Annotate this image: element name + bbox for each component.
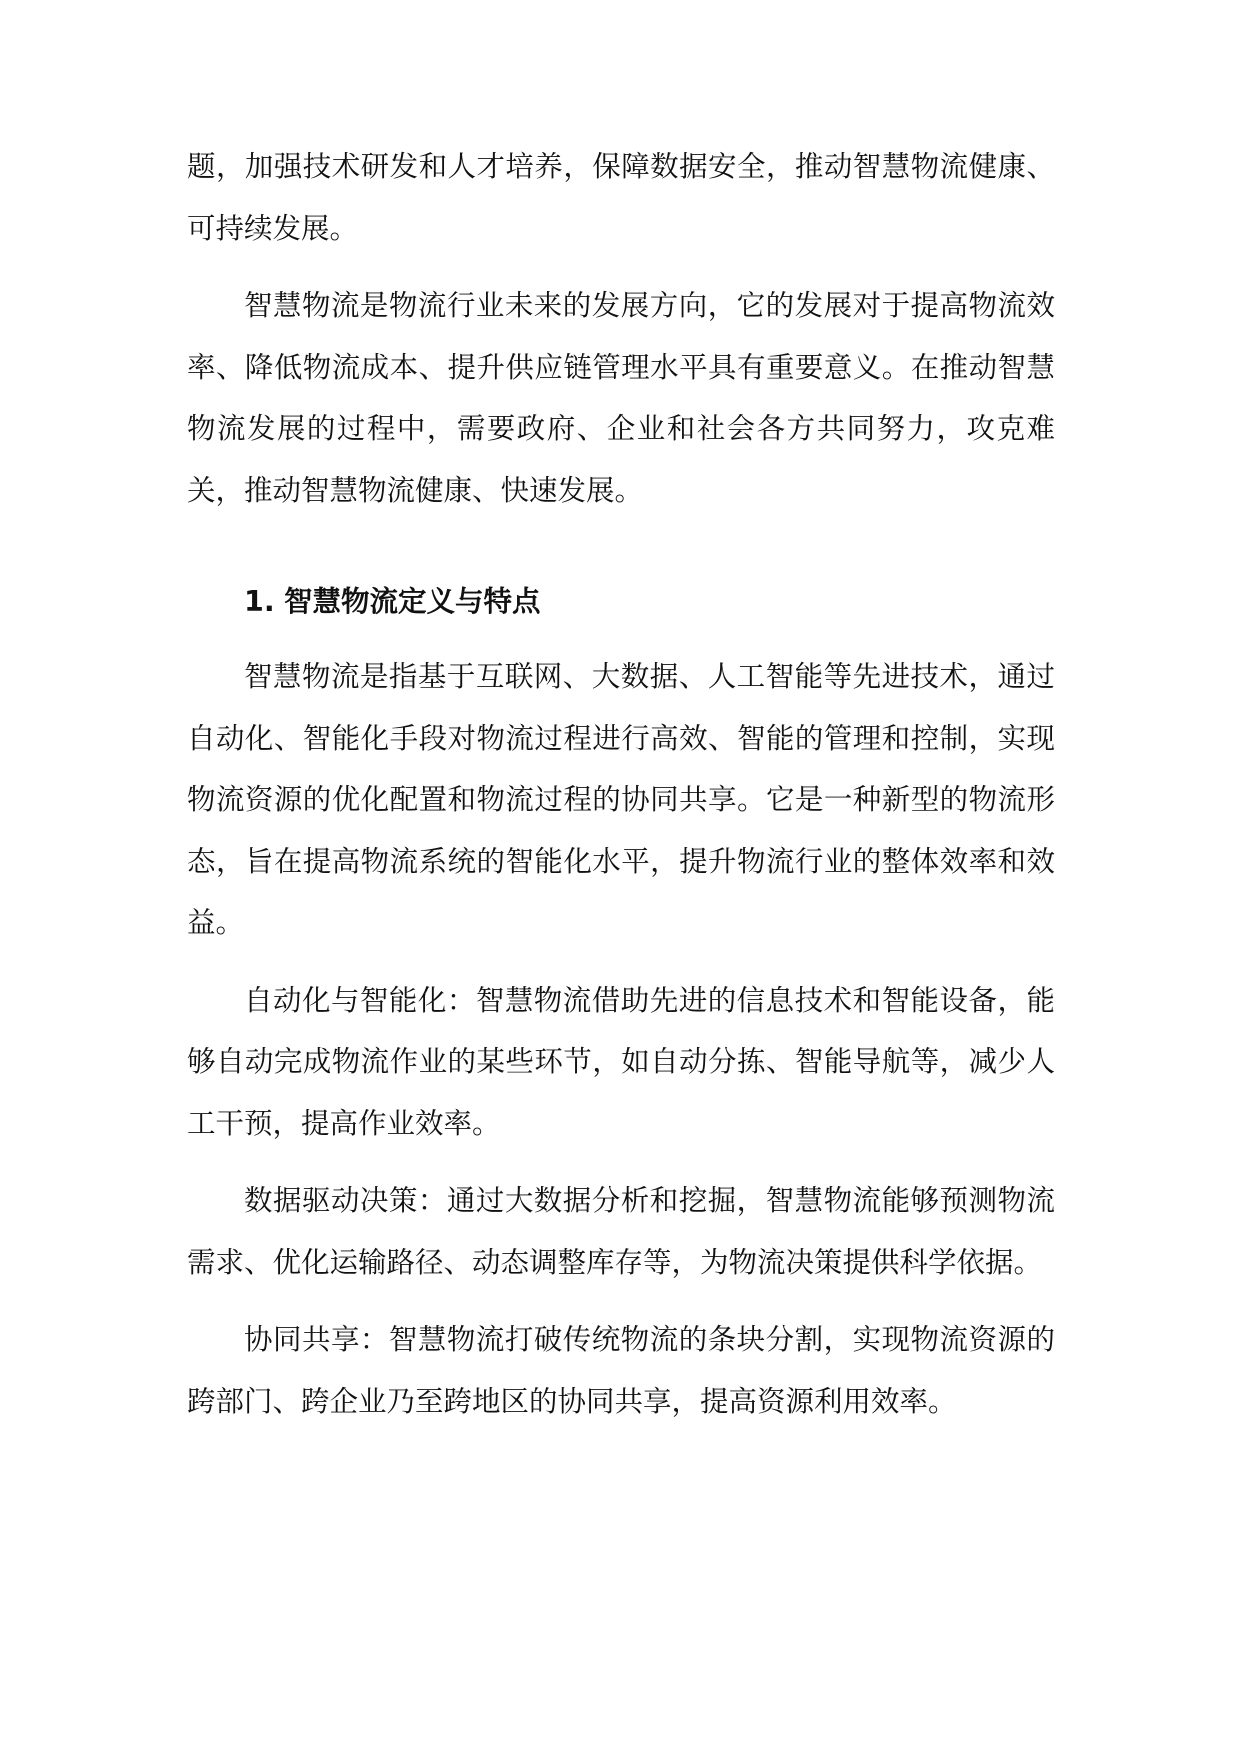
section-number: 1.: [244, 585, 275, 618]
paragraph-smart-logistics-direction: 智慧物流是物流行业未来的发展方向，它的发展对于提高物流效率、降低物流成本、提升供应链管理水平具有重要意义。在推动智慧物流发展的过程中，需要政府、企业和社会各方共同努力，攻克难关，推动智慧物流健康、快速发展。: [187, 289, 1055, 507]
document-body: [187, 136, 1055, 1432]
paragraph-data-driven: 数据驱动决策：通过大数据分析和挖掘，智慧物流能够预测物流需求、优化运输路径、动态调整库存等，为物流决策提供科学依据。: [187, 1184, 1055, 1279]
paragraph-automation: 自动化与智能化：智慧物流借助先进的信息技术和智能设备，能够自动完成物流作业的某些环节，如自动分拣、智能导航等，减少人工干预，提高作业效率。: [187, 983, 1055, 1140]
paragraph-continued: 题，加强技术研发和人才培养，保障数据安全，推动智慧物流健康、可持续发展。: [187, 150, 1055, 245]
paragraph-collaboration: 协同共享：智慧物流打破传统物流的条块分割，实现物流资源的跨部门、跨企业乃至跨地区的协同共享，提高资源利用效率。: [187, 1323, 1055, 1418]
section-title: 智慧物流定义与特点: [284, 585, 541, 618]
section-heading: [187, 574, 1055, 630]
paragraph-definition: 智慧物流是指基于互联网、大数据、人工智能等先进技术，通过自动化、智能化手段对物流过程进行高效、智能的管理和控制，实现物流资源的优化配置和物流过程的协同共享。它是一种新型的物流形态，旨在提高物流系统的智能化水平，提升物流行业的整体效率和效益。: [187, 660, 1055, 939]
